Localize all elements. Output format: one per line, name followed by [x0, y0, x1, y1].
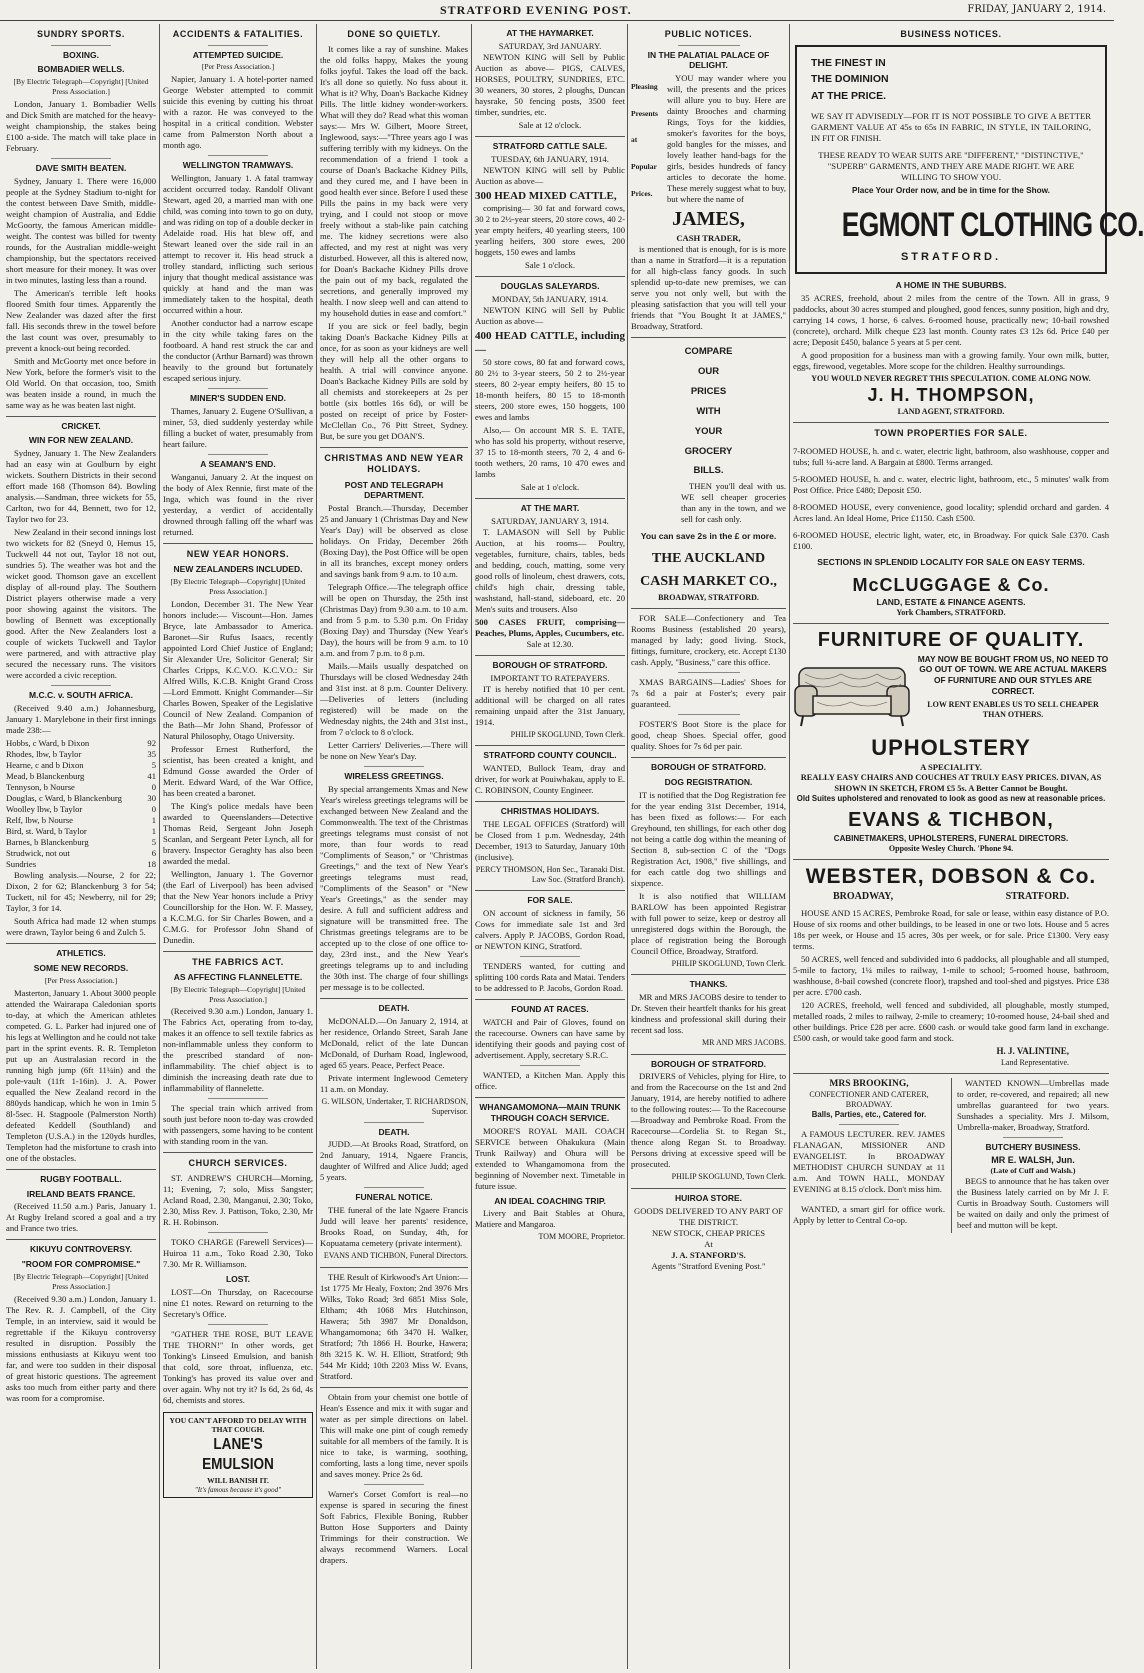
advert-body: "GATHER THE ROSE, BUT LEAVE THE THORN!" In other words, get Tonking's Linseed Emulsion, and banish that cold, sore throat, influenza, etc. Tonking's has proved its value over and over again. Why not try it? Is 6d, 2s 6d, 4s 6d, chemists and stores.	[163, 1328, 313, 1405]
advert-address-part: STRATFORD.	[1005, 891, 1069, 903]
notice-signature: PHILIP SKOGLUND, Town Clerk.	[671, 959, 786, 969]
notice-body: It is also notified that WILLIAM BARLOW has been appointed Registrar with full power to seize, keep or destroy all unregistered dogs within the Borough, the place of registration being the Borough Council Office, Broadway, Stratford.	[631, 891, 786, 957]
notice-heading: AT THE MART.	[520, 502, 580, 513]
advert-subbrand: CABINETMAKERS, UPHOLSTERERS, FUNERAL DIRECTORS.	[833, 833, 1069, 843]
notice-body: THE Result of Kirkwood's Art Union:—1st 1775 Mr Healy, Foxton; 2nd 3976 Mrs Wilks, Toko Road; 3rd 6851 Miss Sole, Eltham; 4th 1068 Mrs Hutchinson, Hawera; 5th 3987 Mr Donaldson, Whangamomona; 6th 3470 H. Walker, Stratford; 7th 1866 H. Bourke, Hawera; 8th 3215 K. W. H. Elliott, Stratford; 9th 544 Mr Kidd; 10th 2203 Miss W. Evans, Stratford.	[320, 1271, 468, 1381]
article-body: London, January 1. Bombadier Wells and Dick Smith are matched for the heavy-weight championship, the stakes being £100 a-side. The match will take place in February.	[6, 98, 156, 153]
advert-brand: THE AUCKLAND CASH MARKET CO.,	[640, 551, 777, 589]
advert-line: Agents "Stratford Evening Post."	[651, 1260, 766, 1271]
notice-body: Telegraph Office.—The telegraph office will be open on Thursday, the 25th inst (Christmas Day) from 9.30 a.m. to 10 a.m. and from 5 p.m. to 5.30 p.m. On Friday (Boxing Day) and Thursday (New Year's Day), the hours will be from 9 a.m. to 10 a.m. and from 7 p.m. to 8 p.m.	[320, 582, 468, 659]
notice-heading: STRATFORD COUNTY COUNCIL.	[483, 749, 617, 760]
brooking-advert	[793, 1078, 945, 1233]
advert-subbrand: CONFECTIONER AND CATERER, BROADWAY.	[809, 1089, 929, 1110]
scorecard-row: Mead, b Blanckenburg 41	[6, 771, 156, 782]
notice-heading: AT THE HAYMARKET.	[506, 28, 594, 38]
advert-address: Opposite Wesley Church. 'Phone 94.	[888, 844, 1014, 854]
advert-location: STRATFORD.	[900, 250, 1002, 263]
advert-body: Old Suites upholstered and renovated to look as good as new at reasonable prices.	[796, 794, 1106, 804]
column-5	[631, 24, 786, 1669]
article-headline: BOMBADIER WELLS.	[37, 64, 125, 75]
notice-date: SATURDAY, JANUARY 3, 1914.	[491, 515, 609, 526]
advert-body: WANTED KNOWN—Umbrellas made to order, re-covered, and repaired; all new umbrellas guaranteed for two years. Sunshades a speciality. Mrs J. Milsom, Umbrella-maker, Broadway, Stratford.	[957, 1077, 1109, 1132]
side-tag: Pleasing	[631, 81, 658, 91]
subheading: BOXING.	[63, 49, 99, 60]
advert-brand: JAMES,	[672, 208, 745, 231]
advert-body: A good proposition for a business man with a growing family. Your own milk, butter, eggs, firewood, vegetables. More scope for the children. Healthy surroundings.	[793, 349, 1109, 371]
wire-source: [Per Press Association.]	[44, 975, 118, 985]
notice-body: FOSTER'S Boot Store is the place for good, cheap Shoes. Special offer, good quality. Shoes for 7s 6d per pair.	[631, 719, 786, 752]
advert-subbrand: A SPECIALITY.	[920, 761, 982, 772]
egmont-clothing-advert	[795, 45, 1144, 274]
advert-subbrand: (Late of Cuff and Walsh.)	[990, 1166, 1076, 1176]
scorecard-row: Barnes, b Blanckenburg 5	[6, 837, 156, 848]
article-body: Napier, January 1. A hotel-porter named George Webster attempted to commit suicide this evening by cutting his throat with a razor. He was conveyed to the hospital in a critical condition. Webster came from Palmerston North about a month ago.	[163, 74, 313, 151]
advert-brand: FURNITURE OF QUALITY.	[817, 629, 1085, 652]
scorecard-row: Strudwick, not out 6	[6, 848, 156, 859]
advert-brand: MRS BROOKING,	[829, 1078, 909, 1089]
notice-body: McDONALD.—On January 2, 1914, at her residence, Orlando Street, Sarah Jane McDonald, relict of the late Duncan McDonald, of Durham Road, Inglewood, aged 65 years. Peace, Perfect Peace.	[320, 1016, 468, 1071]
notice-body: ST. ANDREW'S CHURCH—Morning, 11; Evening, 7; solo, Miss Sangster; Acland Road, 2.30, Manganui, 2.30; Toko, 2.30, Miss Rev. J. Pattison, Toko, 2.30, Mr R. H. Robinson.	[163, 1172, 313, 1227]
section-heading: BUSINESS NOTICES.	[900, 29, 1002, 39]
section-heading: ACCIDENTS & FATALITIES.	[172, 29, 304, 39]
advert-body: MAY NOW BE BOUGHT FROM US, NO NEED TO GO OUT OF TOWN. WE ARE ACTUAL MAKERS OF FURNITURE AND OUR STYLES ARE CORRECT.	[917, 653, 1109, 696]
notice-body: Private interment Inglewood Cemetery 11 a.m. on Monday.	[320, 1073, 468, 1095]
advert-headline	[811, 55, 1091, 105]
section-heading: CHURCH SERVICES.	[188, 1158, 288, 1169]
advert-callout: Place Your Order now, and be in time for the Show.	[852, 185, 1050, 195]
advert-subbrand: LAND AGENT, STRATFORD.	[897, 407, 1005, 417]
notice-body: THE funeral of the late Ngaere Francis Judd will leave her parents' residence, Brooks Road, on Sunday, 4th, for Kopuatama cemetery (private interment).	[320, 1205, 468, 1249]
notice-body: ON account of sickness in family, 56 Cows for immediate sale 1st and 3rd calvers. Apply P. JACOBS, Gordon Road, or NEWTON KING, Stratford.	[475, 907, 625, 951]
issue-date: FRIDAY, JANUARY 2, 1914.	[967, 4, 1106, 15]
advert-body: THEN you'll deal with us. WE sell cheaper groceries than any in the town, and we sell for cash only.	[681, 481, 786, 525]
advert-heading: A HOME IN THE SUBURBS.	[895, 280, 1007, 290]
article-body: Masterton, January 1. About 3000 people attended the Wairarapa Caledonian sports to-day, at which the American athletes competed. G. L. Parker had injured one of his legs at Wellington and he could not take part in the sprint events. R. R. Templeton put up an Australasian record in the running high jump (6ft 11¼in) and the pole-vault (11ft 1-16in). J. A. Power equalled the New Zealand record in the 880yds handicap, which he won in 1min 5 8l-5sec. H. Stagpoole (Palmerston North) defeated Keddell (Southland) and Templeton (U.S.A.) in the 120yds hurdles, Templeton had the misfortune to crash into one of the obstacles.	[6, 987, 157, 1163]
article-body: The American's terrible left hooks floored Smith four times. Apparently the New Zealander was dazed after the first fall. His seconds threw in the towel before the last count was over, presumably to prevent a knock-out being recorded.	[6, 287, 156, 353]
advert-brand: WEBSTER, DOBSON & Co.	[805, 865, 1097, 889]
notice-heading: DOUGLAS SALEYARDS.	[500, 280, 600, 291]
notice-heading: THANKS.	[689, 979, 728, 990]
notice-body: Livery and Bait Stables at Ohura, Matiere and Mangaroa.	[475, 1208, 625, 1230]
advert-callout: LOW RENT ENABLES US TO SELL CHEAPER THAN OTHERS.	[927, 699, 1099, 719]
notice-body: WANTED, a Kitchen Man. Apply this office.	[475, 1069, 625, 1091]
wire-source: [By Electric Telegraph—Copyright] [United Press Association.]	[13, 77, 149, 96]
notice-heading: FOR SALE.	[527, 895, 573, 906]
notice-body: NEWTON KING will sell by Public Auction as above—	[475, 164, 625, 186]
advert-address	[793, 891, 1109, 904]
sale-time: Sale at 12 o'clock.	[518, 119, 582, 130]
property-listing: 50 ACRES, well fenced and subdivided into 6 paddocks, all ploughable and all stumped, 5-mile to factory, 1¼ miles to railway, 1-mile to school; 5-roomed house, bathroom, washhouse, 8-bail cowshed (concrete floor), trapshed and tool-shed and pigstyes. Price £38 per acre. £700 cash.	[793, 953, 1109, 997]
furniture-advert	[793, 654, 1109, 734]
notice-signature: PHILIP SKOGLUND, Town Clerk.	[671, 1172, 786, 1182]
advert-address: York Chambers, STRATFORD.	[896, 607, 1006, 617]
scorecard-row: Relf, lbw, b Nourse 1	[6, 815, 156, 826]
scorecard-row: Woolley lbw, b Taylor 0	[6, 804, 156, 815]
notice-body: WANTED, Bullock Team, dray and driver, for work at Pouiwhakau, apply to E. C. ROBINSON, County Engineer.	[475, 762, 625, 795]
section-heading: CHRISTMAS AND NEW YEAR HOLIDAYS.	[324, 452, 464, 475]
article-headline: DAVE SMITH BEATEN.	[35, 162, 127, 173]
property-listing: 6-ROOMED HOUSE, electric light, water, etc, in Broadway. For quick Sale £370. Cash £100.	[793, 529, 1109, 551]
advert-signature: H. J. VALINTINE,	[996, 1045, 1069, 1056]
right-small-adverts	[951, 1078, 1109, 1233]
notice-heading: BOROUGH OF STRATFORD.	[650, 1058, 767, 1069]
advert-heading: BUTCHERY BUSINESS.	[985, 1141, 1081, 1152]
newspaper-title: STRATFORD EVENING POST.	[440, 3, 632, 17]
notice-highlight: 500 CASES FRUIT, comprising— Peaches, Plums, Apples, Cucumbers, etc.	[475, 616, 625, 638]
article-headline: AS AFFECTING FLANNELETTE.	[173, 972, 303, 983]
notice-body: By special arrangements Xmas and New Year's wireless greetings telegrams will be exchanged between New Zealand and the Commonwealth. The text of the Christmas greetings telegrams must consist of not more, than four words to read "Compliments of Season," or "Christmas Greetings," and the text of New Year's greetings telegrams must read, "Compliments of the Season" or "New Year's Greetings," as the sender may desire. A full and sufficient address and signature will be transmitted free. The Christmas greetings telegrams are to be accepted up to the close of one office to-day, 23rd inst., and the New Year's greetings telegrams up to and including the 30th inst. The charge of four shillings per message is to be collected.	[320, 784, 468, 993]
notice-body: DRIVERS of Vehicles, plying for Hire, to and from the Racecourse on the 1st and 2nd January, 1914, are hereby notified to adhere to the following routes:— To the Racecourse—Broadway and Pembroke Road. From the Racecourse—Cordelia St. to Regan St., thence along Regan St. to Broadway. Persons driving at excessive speed will be prosecuted.	[631, 1071, 786, 1170]
column-rule	[789, 24, 790, 1669]
notice-date: TUESDAY, 6th JANUARY, 1914.	[491, 153, 609, 164]
notice-body: T. LAMASON will Sell by Public Auction, at his rooms— Poultry, vegetables, furniture, chairs, tables, beds and bedding, couch, matting, some very good rolls of linoleum, chest drawers, cots, child's high chair, dressing table, washstand, hall-stand, sideboard, etc. 20 Men's suits and trousers. Also	[475, 526, 625, 614]
notice-signature: G. WILSON, Undertaker, T. RICHARDSON, Supervisor.	[321, 1097, 468, 1117]
notice-body: TOKO CHARGE (Farewell Services)—Huiroa 11 a.m., Toko Road 2.30, Toko 7.30. Mr R. Williamson.	[163, 1236, 313, 1269]
article-headline: ATTEMPTED SUICIDE.	[192, 49, 284, 60]
article-headline: NEW ZEALANDERS INCLUDED.	[173, 564, 303, 575]
notice-highlight: 400 HEAD CATTLE, including—	[475, 329, 625, 356]
advert-body: If you are sick or feel badly, begin taking Doan's Backache Kidney Pills at once, for as soon as your kidneys are well they will help all the other organs to health. A trial will convince anyone. Doan's Backache Kidney Pills are sold by all chemists and storekeepers at 2s per bottle (six bottles 16s 6d), or will be posted on receipt of price by Foster-McClellan Co., 76 Pitt Street, Sydney. But, be sure you get DOAN'S.	[320, 320, 468, 441]
advert-body: THESE READY TO WEAR SUITS ARE "DIFFERENT," "DISTINCTIVE," "SUPERB" GARMENTS, AND THEY ARE MADE RIGHT. WE ARE WILLING TO SHOW YOU.	[818, 149, 1084, 182]
wire-source: [By Electric Telegraph—Copyright] [United Press Association.]	[170, 984, 306, 1004]
article-body: South Africa had made 12 when stumps were drawn, Taylor being 6 and Zulch 5.	[6, 916, 156, 938]
advert-body: is mentioned that is enough, for is is more than a name in Stratford—it is a reputation for all high-class fancy goods. In such splendid up-to-date new premises, we can serve you not only well, but with the pleasing satisfaction that you will tell your friends that "You Bought It at JAMES," Broadway, Stratford.	[631, 243, 786, 331]
advert-line: WITH	[696, 405, 721, 417]
article-headline: MINER'S SUDDEN END.	[189, 392, 286, 403]
article-body: Sydney, January 1. The New Zealanders had an easy win at Goulburn by eight wickets. Southern Districts in their second effort made 168 (Thomson 84). Bowling analysis.—Sandman, three wickets for 55, Carlton, two for 44, Bennett, two for 12, Taylor two for 23.	[6, 448, 156, 525]
column-rule	[471, 24, 472, 1669]
article-headline: KIKUYU CONTROVERSY.	[29, 1244, 132, 1255]
article-body: Wanganui, January 2. At the inquest on the body of Alex Rennie, first mate of the Inga, which was found in the river yesterday, a verdict of accidentally drowned through falling off the wharf was returned.	[163, 471, 313, 537]
column-3	[320, 24, 468, 1669]
advert-brand: McCLUGGAGE & Co.	[852, 574, 1050, 595]
wire-source: [Per Press Association.]	[201, 62, 275, 72]
sale-time: Sale at 12.30.	[526, 638, 574, 649]
advert-callout: YOU WOULD NEVER REGRET THIS SPECULATION. COME ALONG NOW.	[811, 373, 1091, 383]
advert-body: 35 ACRES, freehold, about 2 miles from the centre of the Town. All in grass, 9 paddocks, about 30 acres stumped and ploughed, good fences, sunny position, high and dry, carrying 14 cows, 1 horse, 6 calves. 6-roomed house, practically new; 10-bail rowshed (concrete), orchard. Milk cheque £23 last month. County rates £3 12s 6d. Price £40 per acre; Deposit £450, balance 5 years at 5 per cent.	[793, 292, 1109, 347]
subheading: LOST.	[225, 1273, 251, 1284]
article-body: Wellington, January 1. The Governor (the Earl of Liverpool) has been advised that the New Year honors include a Privy Councillorship for the Hon. W. F. Massey, a K.C.M.G. for Sir Charles Bowen, and a C.M.G. for Professor John Shand of Dunedin.	[163, 868, 313, 945]
subheading: RUGBY FOOTBALL.	[40, 1173, 122, 1184]
advert-body: YOU may wander where you will, the presents and the prices will allure you to buy. Here are dainty Brooches and charming Rings, Toys for the kiddies, smoker's favorites for the boys, gold bangles for the misses, and lovely leather hand-bags for the girls, besides hundreds of fancy articles to decorate the home. These merely suggest what to buy, but where the name of	[667, 73, 786, 205]
advert-body: BEGS to announce that he has taken over the Business lately carried on by Mr J. F. Curtis in Broadway South. Customers will be waited on daily and only the primest of beef and mutton will be kept.	[957, 1176, 1109, 1231]
notice-body: Postal Branch.—Thursday, December 25 and January 1 (Christmas Day and New Year's Day) will be observed as close holidays. On Friday, December 26th (Boxing Day), the Post Office will be open in all its branches, except money orders and savings bank from 9 a.m. to 10 a.m.	[320, 503, 468, 580]
side-tag: Presents	[631, 108, 658, 118]
article-headline: IRELAND BEATS FRANCE.	[26, 1188, 136, 1199]
sofa-illustration-icon	[793, 658, 911, 730]
scorecard-row: Douglas, c Ward, b Blanckenburg 30	[6, 793, 156, 804]
article-body: London, December 31. The New Year honors include:— Viscount—Hon. James Bryce, late Ambassador to America. Baronet—Sir Rufus Isaacs, recently appointed Lord Chief Justice of England; Sir Alexander Ure, Solicitor General; Sir Charles Cripps, K.C.V.O. K.C.V.O.: Sir Alfred Wills, K.C.B. Knight Grand Cross—Lord Emmott. Knight Commander—Sir Charles Bowen, Speaker of the Legislative Council of New Zealand. Companion of the Bath—Mr John Shand, Professor of Natural Philosophy, Otago University.	[163, 598, 313, 741]
advert-line: At	[704, 1238, 713, 1249]
advert-brand: MR E. WALSH, Jun.	[991, 1154, 1075, 1165]
notice-body: 50 store cows, 80 fat and forward cows, 80 2½ to 3-year steers, 50 2 to 2½-year steers, 80 2-year empty heifers, 80 15 to 18-month heifers, 80 15 to 18-month steers, 200 store ewes, 150 hoggets, 100 ewes and lambs	[475, 356, 625, 422]
advert-brand: EGMONT CLOTHING CO.	[841, 206, 1144, 245]
notice-body: IT is notified that the Dog Registration fee for the year ending 31st December, 1914, has been fixed as follows:— For each Greyhound, ten shillings, for each other dog not being a cattle dog within the meaning of Section 8, sub-section C of the "Dogs Registration Act, 1908," five shillings, and for each cattle dog two shillings and sixpence.	[631, 790, 786, 889]
notice-signature: PERCY THOMSON, Hon Sec., Taranaki Dist. Law Soc. (Stratford Branch).	[475, 864, 625, 884]
scorecard-row: Tennyson, b Nourse 0	[6, 782, 156, 793]
advert-line: OUR	[697, 365, 720, 377]
subheading: FUNERAL NOTICE.	[355, 1192, 433, 1203]
article-body: Smith and McGoorty met once before in New York, before the former's visit to the Old World. On that occasion, too, Smith was beaten inside a round, in much the same way as he was beaten last night.	[6, 355, 156, 410]
wire-source: [By Electric Telegraph—Copyright] [United Press Association.]	[13, 1272, 149, 1291]
subheading: DEATH.	[378, 1126, 410, 1137]
subheading: DEATH.	[378, 1003, 410, 1014]
advert-line: GROCERY	[684, 445, 733, 457]
notice-body: comprising— 30 fat and forward cows, 30 2 to 2½-year steers, 20 store cows, 40 2-year empty heifers, 40 yearling steers, 100 yearling heifers, 300 store ewes, 200 hoggets, 150 ewes and lambs	[475, 202, 625, 257]
notice-body: TENDERS wanted, for cutting and splitting 100 cords Rata and Matai. Tenders to be addressed to P. Jacobs, Gordon Road.	[475, 960, 625, 993]
scorecard-row: Rhodes, lbw, b Taylor 35	[6, 749, 156, 760]
article-body: The King's police medals have been awarded to Queenslanders—Detective Thomas Reid, Sergeant John Joseph Scanlan, and Sergeant Peter Lynch, all for bravery. Inspector Geraghty has also been awarded the medal.	[163, 800, 313, 866]
section-heading: NEW YEAR HONORS.	[186, 548, 290, 559]
article-body: (Received 9.30 a.m.) London, January 1. The Rev. R. J. Campbell, of the City Temple, in an interview, said it would be regrettable if the Kikuyu controversy resulted in disruption. Possibly the missions enthusiasts at Kikuyu went too far, and were too sudden in their disposal of great historic questions. The agreement asks too much from either party and there was room for a compromise.	[6, 1293, 156, 1403]
advert-brand: EVANS & TICHBON,	[848, 809, 1054, 832]
notice-heading: HUIROA STORE.	[674, 1192, 743, 1203]
advert-body: It comes like a ray of sunshine. Makes the old folks happy, Makes the young folks joyful. Takes the load off the back. It's all done so quietly. No fuss about it. What is it? Why, Doan's Backache Kidney Pills. The little kidney wonder-workers. What will they do? Read what this woman says:— Mrs W. Gilbert, Moore Street, Inglewood, says:—"Three years ago I was suffering terribly with my kidneys. On the recommendation of a friend I took a course of Doan's Backache Kidney Pills, and they cured me, and I have been in good health ever since. Before I used these Pills the pains in my back were very trying, and I could not stoop or move freely without a stab-like pain catching me. The kidney secretions were also affected, and my rest at night was very disturbed. However, all this is altered now, for Doan's Backache Kidney Pills drove the pain out of my back, regulated the secretions, and generally improved my health. I now sleep well and can attend to my household duties in ease and comfort."	[320, 43, 468, 318]
column-6	[793, 24, 1144, 1669]
notice-body: THE LEGAL OFFICES (Stratford) will be Closed from 1 p.m. Wednesday, 24th December, 1913 to Saturday, January 10th (inclusive).	[475, 818, 625, 862]
masthead	[0, 0, 1114, 21]
notice-body: Also,— On account MR S. E. TATE, who has sold his property, without reserve, 37 15 to 18-month steers, 70 2, 4 and 6-tooth wethers, 20 rams, 10 470 ewes and lambs	[475, 424, 625, 479]
section-heading: SUNDRY SPORTS.	[37, 29, 125, 39]
advert-line: THE FINEST IN	[811, 56, 886, 69]
advert-tagline: YOU CAN'T AFFORD TO DELAY WITH THAT COUGH.	[169, 1415, 307, 1435]
advert-brand: J. A. STANFORD'S.	[671, 1249, 746, 1260]
notice-body: IT is hereby notified that 10 per cent. additional will be charged on all rates remaining unpaid after the 31st January, 1914.	[475, 683, 625, 727]
advert-line: AT THE PRICE.	[811, 90, 887, 103]
column-rule	[627, 24, 628, 1669]
article-body: Sydney, January 1. There were 16,000 people at the Sydney Stadium to-night for the contest between Dave Smith, middle-weight champion of Australia, and Eddie McGoorty, the famous American middle-weight. The contest was billed for twenty rounds, for the Australian middle-weight championship, but the spectators received short measure for their money. It was over in two minutes, lasting less than a round.	[6, 175, 156, 285]
notice-highlight: 300 HEAD MIXED CATTLE,	[475, 189, 617, 202]
article-body: Bowling analysis.—Nourse, 2 for 22; Dixon, 2 for 62; Blanckenburg 3 for 54; Tuckett, nil for 45; Newberry, nil for 29; Taylor, 3 for 14.	[6, 870, 156, 914]
article-body: New Zealand in their second innings lost two wickets for 82 (Sneyd 0, Hemus 15, Tuckwell 44 not out, Taylor 18 not out, sundries 5). The weather was hot and the wicket good. Thomson gave an excellent display of all-round play. The Southern District players otherwise made a very poor showing against the visitors. The bowling of Bennett was exceptionally good. After the New Zealanders lost a couple of wickets Tuckwell and Taylor were partnered, and with attractive play secured the necessary runs. The visitors were accorded a civic reception.	[6, 527, 156, 681]
notice-subheading: IMPORTANT TO RATEPAYERS.	[490, 672, 610, 683]
property-listing: 5-ROOMED HOUSE, h. and c. water, electric light, bathroom, etc., 5 minutes' walk from Post Office. Price £480; Deposit £50.	[793, 473, 1109, 495]
section-heading: PUBLIC NOTICES.	[664, 29, 753, 39]
property-listing: HOUSE AND 15 ACRES, Pembroke Road, for sale or lease, within easy distance of P.O. House of six rooms and other buildings, to be leased in one or two lots. House and 5 acres 18s per week, or House and 15 acres, 30s per week, or for sale. Price £1300. Very easy terms.	[793, 907, 1109, 951]
advert-slogan: You can save 2s in the £ or more.	[640, 531, 777, 542]
notice-heading: WHANGAMOMONA—MAIN TRUNK THROUGH COACH SERVICE.	[479, 1101, 621, 1123]
advert-address: BROADWAY, STRATFORD.	[658, 593, 759, 603]
advert-slogan: "It's famous because it's good"	[194, 1485, 282, 1494]
advert-line: NEW STOCK, CHEAP PRICES	[651, 1227, 765, 1238]
notice-date: MONDAY, 5th JANUARY, 1914.	[491, 293, 609, 304]
wire-source: [By Electric Telegraph—Copyright] [United Press Association.]	[170, 577, 306, 596]
advert-line: THE DOMINION	[811, 73, 889, 86]
advert-brand: UPHOLSTERY	[871, 734, 1031, 760]
notice-heading: AN IDEAL COACHING TRIP.	[494, 1195, 606, 1206]
article-headline: WIN FOR NEW ZEALAND.	[28, 435, 134, 446]
advert-brand: J. H. THOMPSON,	[867, 385, 1035, 406]
property-listing: 7-ROOMED HOUSE, h. and c. water, electric light, bathroom, also washhouse, copper and tubs; full ¼-acre land. A Bargain at £800. Terms arranged.	[793, 445, 1109, 467]
article-body: (Received 11.50 a.m.) Paris, January 1. At Rugby Ireland scored a goal and a try and France two tries.	[6, 1201, 156, 1234]
subheading: "ROOM FOR COMPROMISE."	[21, 1259, 141, 1270]
notice-signature: MR AND MRS JACOBS.	[701, 1038, 786, 1048]
advert-heading: TOWN PROPERTIES FOR SALE.	[874, 428, 1028, 439]
scorecard-row: Hobbs, c Ward, b Dixon 92	[6, 738, 156, 749]
article-body: Professor Ernest Rutherford, the scientist, has been created a knight, and Edmund Gosse awarded the Order of Merit. Edward Ward, of the War Office, has been created a baronet.	[163, 743, 313, 798]
property-listing: 8-ROOMED HOUSE, every convenience, good locality; splendid orchard and garden. 4 Acres land. An Ideal Home, Price £1150. Cash £500.	[793, 501, 1109, 523]
notice-heading: CHRISTMAS HOLIDAYS.	[500, 805, 600, 816]
advert-line: BILLS.	[693, 465, 724, 477]
lanes-emulsion-advert	[163, 1412, 313, 1499]
side-tag: Popular	[631, 162, 657, 172]
advert-body: Warner's Corset Comfort is real—no expense is spared in securing the finest Soft Fabrics, Flexible Boning, Rubber Button Hose Supporters and Dainty Trimmings for their construction. We always recommend Warners. Local drapers.	[320, 1488, 468, 1565]
scorecard-row: Hearne, c and b Dixon 5	[6, 760, 156, 771]
article-headline: WELLINGTON TRAMWAYS.	[182, 160, 294, 171]
column-rule	[159, 24, 160, 1669]
article-body: (Received 9.40 a.m.) Johannesburg, January 1. Marylebone in their first innings made 238:—	[6, 703, 156, 736]
column-4	[475, 24, 625, 1669]
notice-body: WATCH and Pair of Gloves, found on the racecourse. Owners can have same by identifying their goods and paying cost of advertisement. Apply, secretary S.R.C.	[475, 1016, 625, 1060]
column-1	[6, 24, 156, 1669]
side-tag: at	[631, 135, 638, 145]
notice-signature: EVANS AND TICHBON, Funeral Directors.	[323, 1251, 468, 1261]
scorecard-row: Bird, st. Ward, b Taylor 1	[6, 826, 156, 837]
advert-subbrand: LAND, ESTATE & FINANCE AGENTS.	[876, 596, 1026, 607]
column-rule	[316, 24, 317, 1669]
article-headline: SOME NEW RECORDS.	[33, 963, 129, 974]
advert-body: WANTED, a smart girl for office work. Apply by letter to Central Co-op.	[793, 1204, 945, 1226]
subheading: POST AND TELEGRAPH DEPARTMENT.	[344, 479, 444, 501]
advert-line: Balls, Parties, etc., Catered for.	[811, 1110, 927, 1120]
advert-heading: IN THE PALATIAL PALACE OF DELIGHT.	[647, 49, 770, 71]
subheading: CRICKET.	[61, 420, 101, 431]
section-heading: DONE SO QUIETLY.	[347, 29, 441, 39]
advert-tagline: WILL BANISH IT.	[207, 1475, 269, 1485]
advert-body: WE SAY IT ADVISEDLY—FOR IT IS NOT POSSIBLE TO GIVE A BETTER GARMENT VALUE AT 45s to 65s IN FABRIC, IN STYLE, IN TAILORING, IN FIT OR FINISH.	[811, 110, 1091, 143]
notice-body: Letter Carriers' Deliveries.—There will be none on New Year's Day.	[320, 740, 468, 762]
notice-date: SATURDAY, 3rd JANUARY.	[498, 40, 602, 51]
notice-heading: BOROUGH OF STRATFORD.	[492, 659, 608, 670]
sale-time: Sale 1 o'clock.	[525, 259, 575, 270]
section-heading: THE FABRICS ACT.	[192, 956, 284, 967]
advert-callout: SECTIONS IN SPLENDID LOCALITY FOR SALE ON EASY TERMS.	[817, 556, 1085, 567]
notice-body: XMAS BARGAINS—Ladies' Shoes for 7s 6d a pair at Foster's; every pair guaranteed.	[631, 677, 786, 710]
side-tag: Prices.	[631, 189, 653, 199]
notice-body: NEWTON KING will Sell by Public Auction as above—	[475, 304, 625, 326]
notice-signature: PHILIP SKOGLUND, Town Clerk.	[510, 729, 625, 739]
scorecard	[6, 738, 156, 870]
advert-body: A FAMOUS LECTURER. REV. JAMES FLANAGAN, MISSIONER AND EVANGELIST. In BROADWAY METHODIST CHURCH SUNDAY at 11 a.m. And TOWN HALL, MONDAY EVENING at 8.15 o'clock. Don't miss him.	[793, 1129, 945, 1195]
article-body: Wellington, January 1. A fatal tramway accident occurred today. Randolf Olivant Stewart, aged 20, a married man with one child, was coming into town to go on duty, and was riding on top of a double decker in Adelaide road. His hat blew off, and Stewart leaned over the side rail in an attempt to recover it. His head struck a trolley standard, inflicting such serious injury that thought medical assistance was quickly at hand and the man was immediately taken to the hospital, death occurred within a hour.	[163, 172, 313, 315]
notice-signature: TOM MOORE, Proprietor.	[538, 1232, 625, 1242]
advert-subbrand: CASH TRADER,	[676, 232, 741, 243]
james-advert	[631, 73, 786, 207]
notice-body: MR and MRS JACOBS desire to tender to Dr. Steven their heartfelt thanks for his great kindness and professional skill during their recent sad loss.	[631, 992, 786, 1036]
notice-heading: STRATFORD CATTLE SALE.	[492, 140, 608, 151]
notice-subheading: DOG REGISTRATION.	[664, 777, 753, 788]
subheading: WIRELESS GREETINGS.	[344, 771, 444, 782]
notice-heading: BOROUGH OF STRATFORD.	[650, 762, 767, 773]
side-tags	[631, 73, 667, 207]
advert-line: YOUR	[694, 425, 723, 437]
advert-signature: Land Representative.	[1001, 1057, 1069, 1067]
article-headline: A SEAMAN'S END.	[200, 458, 276, 469]
grocery-advert	[631, 342, 786, 482]
article-body: Thames, January 2. Eugene O'Sullivan, a miner, 53, died suddenly yesterday while filling a bucket of water, presumably from heart failure.	[163, 405, 313, 449]
advert-line: GOODS DELIVERED TO ANY PART OF THE DISTRICT.	[633, 1205, 784, 1227]
advert-line: PRICES	[690, 385, 727, 397]
notice-body: LOST—On Thursday, on Racecourse nine £1 notes. Reward on returning to the Secretary's Office.	[163, 1286, 313, 1319]
advert-brand: LANE'S EMULSION	[202, 1435, 274, 1474]
subheading: ATHLETICS.	[56, 948, 106, 959]
article-headline: M.C.C. v. SOUTH AFRICA.	[29, 690, 133, 701]
advert-line: COMPARE	[684, 345, 733, 357]
article-body: Another conductor had a narrow escape in the city while taking fares on the footboard. A hand rest struck the car and the conductor (Arthur Barnard) was thrown heavily to the ground but fortunately escaped serious injury.	[163, 317, 313, 383]
scorecard-row: Sundries 18	[6, 859, 156, 870]
column-2	[163, 24, 313, 1669]
notice-body: JUDD.—At Brooks Road, Stratford, on 2nd January, 1914, Ngaere Francis, daughter of Wilfred and Alice Judd; aged 5 years.	[320, 1139, 468, 1183]
advert-body: Obtain from your chemist one bottle of Hean's Essence and mix it with sugar and water as per simple directions on label. This will make one pint of cough remedy suitable for all members of the family. It is nice to take, is warming, soothing, comforting, lasts a long time, never spoils and saves money. Price 2s 6d.	[320, 1391, 468, 1479]
article-body: The special train which arrived from south just before noon to-day was crowded with passengers, some having to be content with standing room in the van.	[163, 1103, 313, 1147]
notice-body: NEWTON KING will Sell by Public Auction as above— PIGS, CALVES, HORSES, POULTRY, SUNDRIES, ETC. 30 weaners, 30 stores, 2 ploughs, Duncan haysrake, 50 fencing posts, 3500 feet timber, sundries, etc.	[475, 51, 625, 117]
notice-body: Mails.—Mails usually despatched on Thursdays will be closed Wednesday 24th and 31st inst. at 8 p.m. Counter Delivery.—Deliveries of letters (including registered) will be made on the Wednesday nights, the 24th and 31st inst., from 7 o'clock to 8 o'clock.	[320, 661, 468, 738]
advert-address-part: BROADWAY,	[833, 891, 894, 903]
article-body: (Received 9.30 a.m.) London, January 1. The Fabrics Act, operating from to-day, makes it an offence to sell textile fabrics as non-inflammable unless they conform to the prescribed standard of non-inflammability. The chief object is to diminish the increasing death rate due to inflammability of flannelette.	[163, 1006, 313, 1094]
notice-body: MOORE'S ROYAL MAIL COACH SERVICE between Ohakukura (Main Trunk Railway) and Ohura will be extended to Whangamomona from the beginning of November next. Timetable in future issue.	[475, 1125, 625, 1191]
notice-body: FOR SALE—Confectionery and Tea Rooms Business (established 20 years), managed by lady; good living. Stock, fittings, furniture, crockery, etc. Accept £130 cash. Apply, "Business," care this office.	[631, 613, 786, 668]
notice-heading: FOUND AT RACES.	[511, 1003, 589, 1014]
advert-body: REALLY EASY CHAIRS AND COUCHES AT TRULY EASY PRICES. DIVAN, AS SHOWN IN SKETCH, FROM £5 5s. A Better Cannot be Bought.	[800, 772, 1102, 793]
small-adverts-row	[793, 1078, 1109, 1233]
sale-time: Sale at 1 o'clock.	[520, 481, 580, 492]
property-listing: 120 ACRES, freehold, well fenced and subdivided, all ploughable, mostly stumped, metalled roads, 2 miles to railway, 2-mile to creamery; 10-roomed house, 24-bail shed and other buildings. Price £28 per acre. £600 cash. or would take good farm land in exchange. £500 cash, or would take good farm and stock.	[793, 999, 1109, 1043]
